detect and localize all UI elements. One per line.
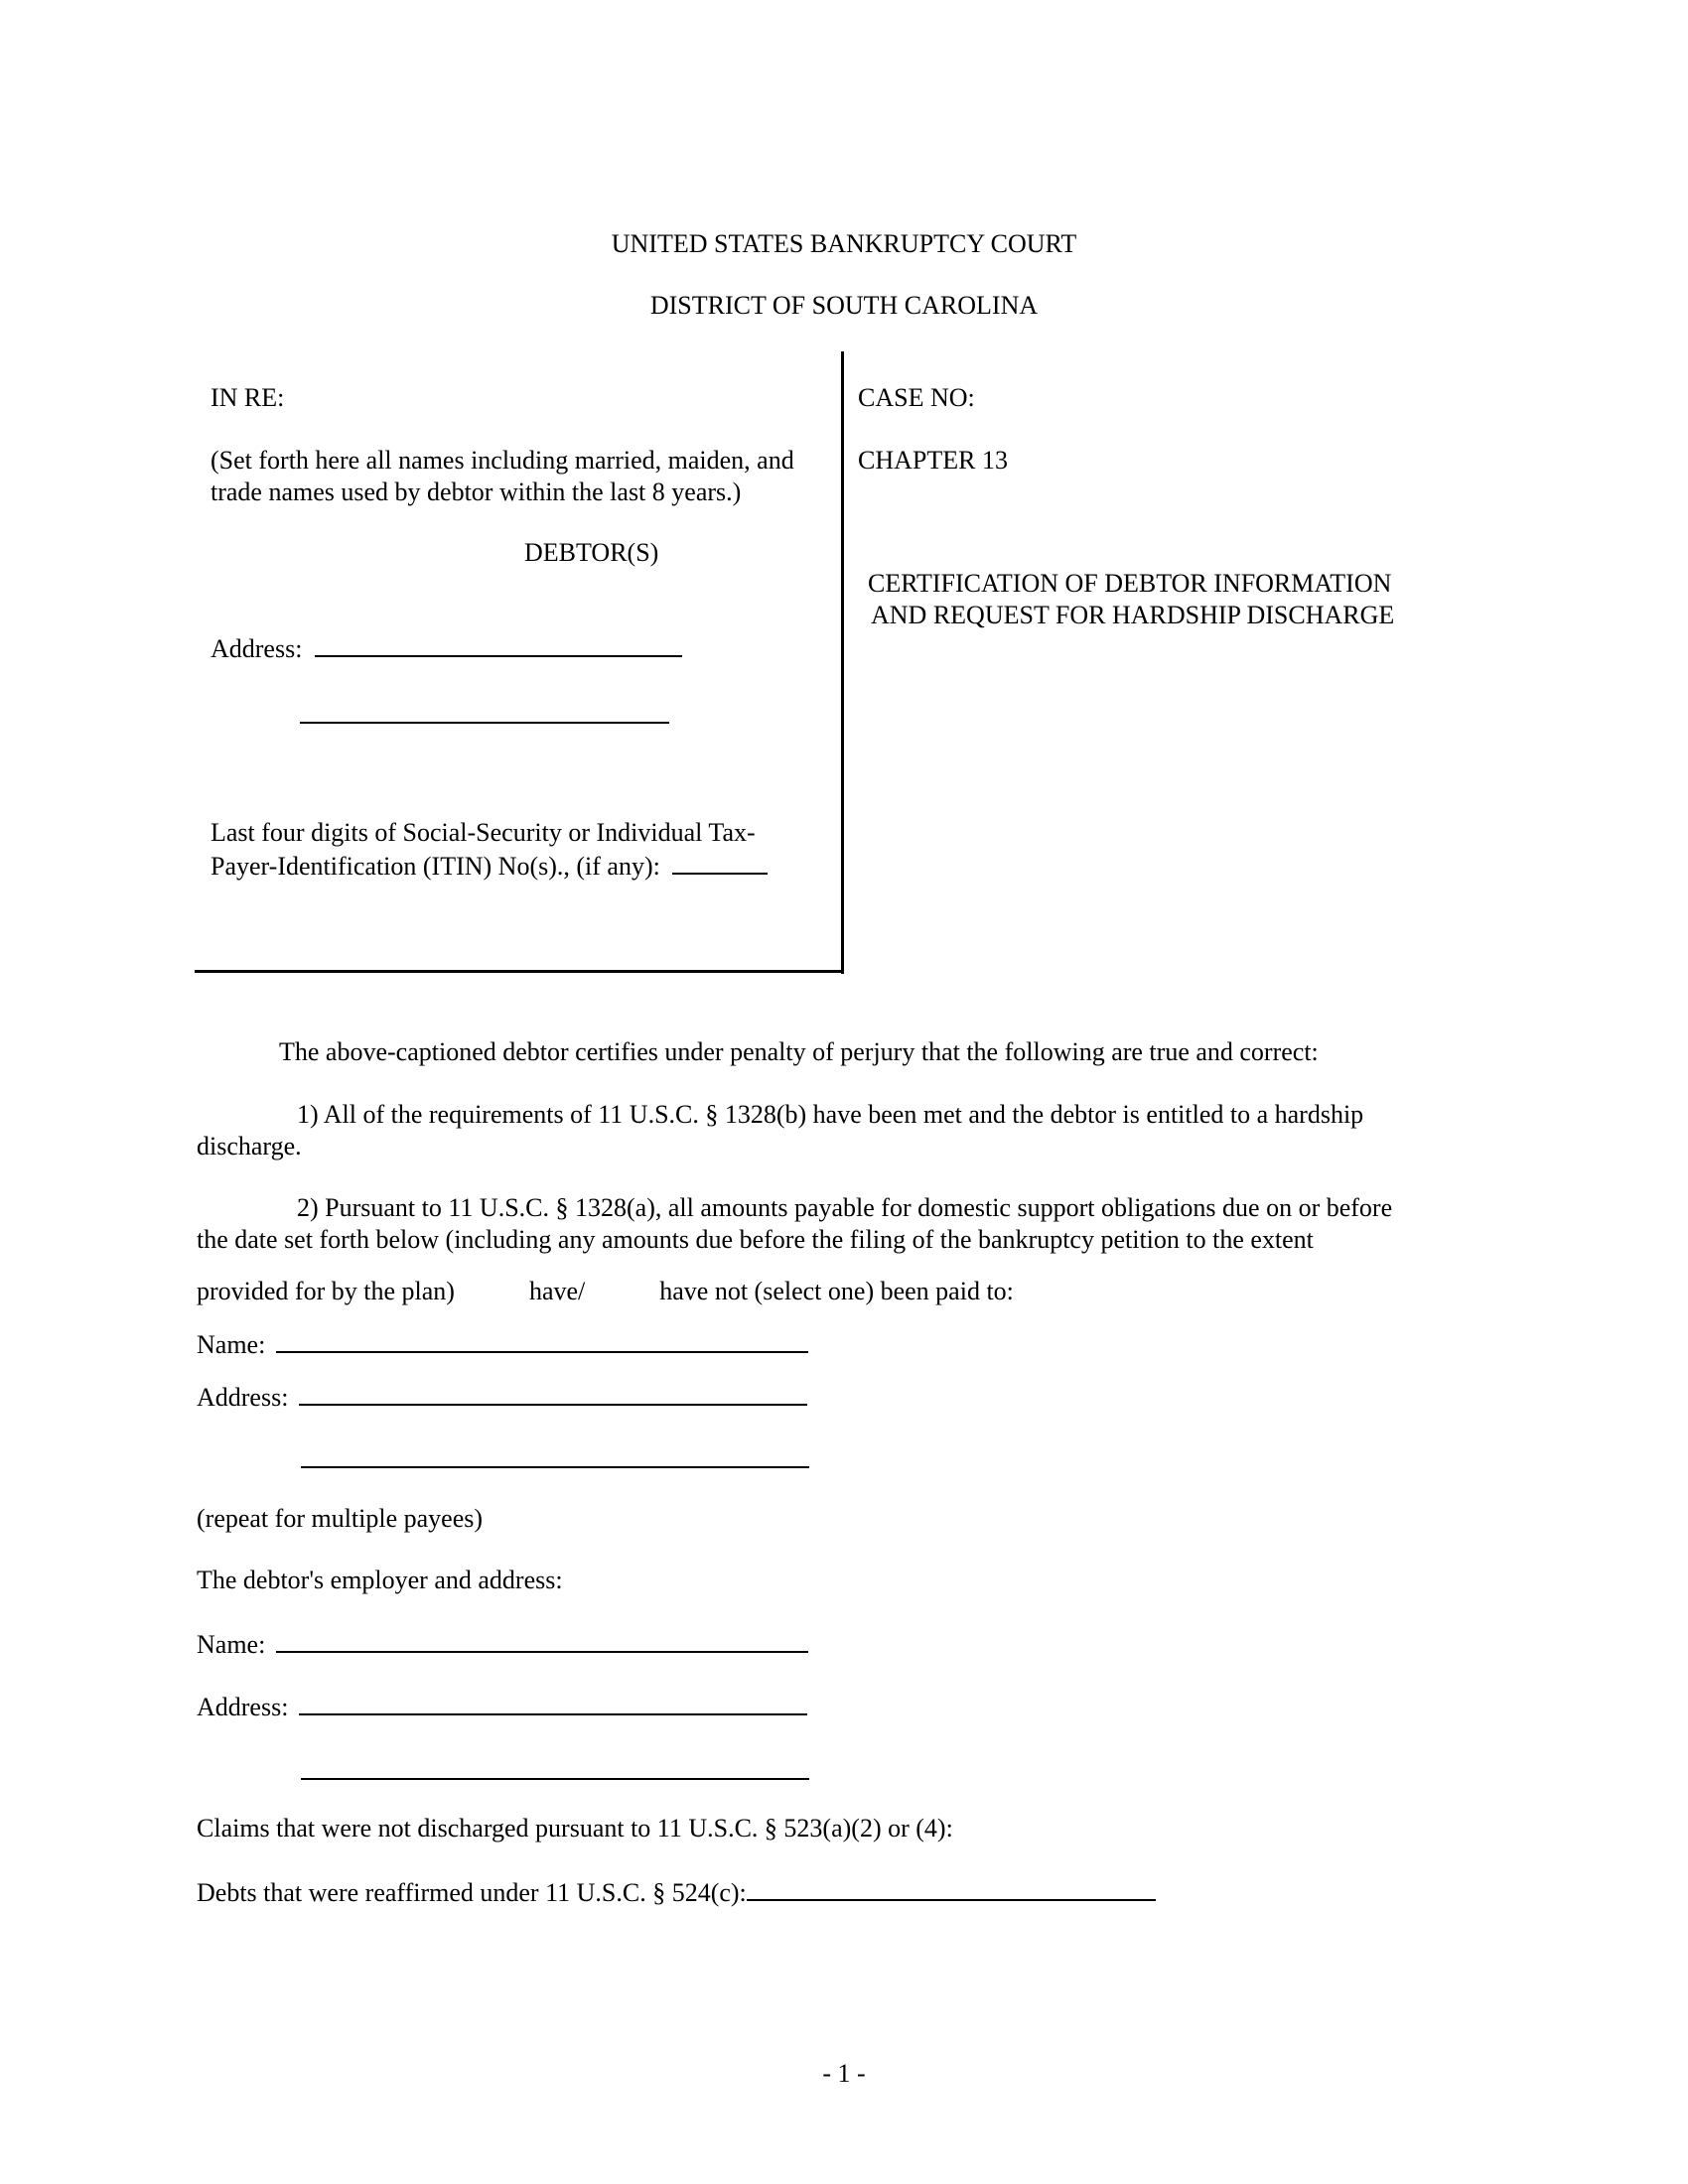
employer-name-label: Name: xyxy=(197,1630,266,1659)
in-re-label: IN RE: xyxy=(211,383,285,412)
debtor-address-line2-row xyxy=(300,698,669,731)
case-no-label: CASE NO: xyxy=(858,383,975,412)
claims-not-discharged: Claims that were not discharged pursuant to 11 U.S.C. § 523(a)(2) or (4): xyxy=(197,1814,953,1843)
repeat-note: (repeat for multiple payees) xyxy=(197,1504,484,1533)
option-have-not: have not (select one) been paid to: xyxy=(659,1277,1014,1305)
payee-address-label: Address: xyxy=(197,1383,289,1412)
debts-reaffirmed-row xyxy=(197,1875,1156,1908)
item2-line3-prefix: provided for by the plan) xyxy=(197,1277,455,1305)
item2-line1: 2) Pursuant to 11 U.S.C. § 1328(a), all amounts payable for domestic support obligations due on or before xyxy=(297,1193,1393,1222)
caption-vertical-divider xyxy=(841,351,844,974)
payee-address-line2-row xyxy=(301,1442,809,1475)
ssn-row xyxy=(211,849,768,882)
ssn-line1: Last four digits of Social-Security or Individual Tax- xyxy=(211,818,756,847)
names-instruction-line2: trade names used by debtor within the last 8 years.) xyxy=(211,478,742,506)
chapter-label: CHAPTER 13 xyxy=(858,446,1008,475)
document-title-line1: CERTIFICATION OF DEBTOR INFORMATION xyxy=(868,569,1392,598)
employer-address-label: Address: xyxy=(197,1693,289,1721)
debts-reaffirmed-label: Debts that were reaffirmed under 11 U.S.C. § 524(c): xyxy=(197,1878,747,1907)
item1-line1: 1) All of the requirements of 11 U.S.C. § 1328(b) have been met and the debtor is entitled to a hardship xyxy=(297,1100,1364,1129)
item2-line3 xyxy=(197,1276,1014,1306)
court-name: UNITED STATES BANKRUPTCY COURT xyxy=(611,229,1077,258)
caption-bottom-rule xyxy=(195,970,844,973)
payee-address-line2-field[interactable] xyxy=(301,1442,809,1468)
document-title-line2: AND REQUEST FOR HARDSHIP DISCHARGE xyxy=(871,601,1395,629)
item2-line2: the date set forth below (including any amounts due before the filing of the bankruptcy petition to the extent xyxy=(197,1225,1314,1254)
employer-address-row xyxy=(197,1690,807,1722)
case-no-row xyxy=(858,382,975,413)
ssn-field[interactable] xyxy=(672,849,768,875)
employer-address-line2-field[interactable] xyxy=(301,1754,809,1780)
intro-paragraph: The above-captioned debtor certifies under penalty of perjury that the following are true and correct: xyxy=(279,1037,1319,1066)
employer-heading: The debtor's employer and address: xyxy=(197,1566,563,1594)
employer-address-line2-row xyxy=(301,1754,809,1787)
page-number: - 1 - xyxy=(822,2059,866,2088)
payee-address-line1-field[interactable] xyxy=(299,1380,807,1406)
debtor-address-row xyxy=(211,631,682,664)
employer-name-row xyxy=(197,1627,808,1660)
payee-name-field[interactable] xyxy=(276,1327,808,1353)
debtor-address-label: Address: xyxy=(211,634,303,663)
option-have: have/ xyxy=(528,1277,586,1305)
employer-name-field[interactable] xyxy=(276,1627,808,1653)
names-instruction-line1: (Set forth here all names including married, maiden, and xyxy=(211,446,794,475)
debts-reaffirmed-field[interactable] xyxy=(747,1875,1156,1901)
ssn-label: Payer-Identification (ITIN) No(s)., (if any): xyxy=(211,852,660,881)
debtor-address-line2-field[interactable] xyxy=(300,698,669,724)
payee-address-row xyxy=(197,1380,807,1413)
debtor-address-line1-field[interactable] xyxy=(315,631,682,657)
payee-name-row xyxy=(197,1327,808,1360)
employer-address-line1-field[interactable] xyxy=(299,1690,807,1715)
district-name: DISTRICT OF SOUTH CAROLINA xyxy=(649,291,1039,320)
debtors-label: DEBTOR(S) xyxy=(524,538,659,567)
item1-line2: discharge. xyxy=(197,1132,302,1160)
payee-name-label: Name: xyxy=(197,1330,266,1359)
